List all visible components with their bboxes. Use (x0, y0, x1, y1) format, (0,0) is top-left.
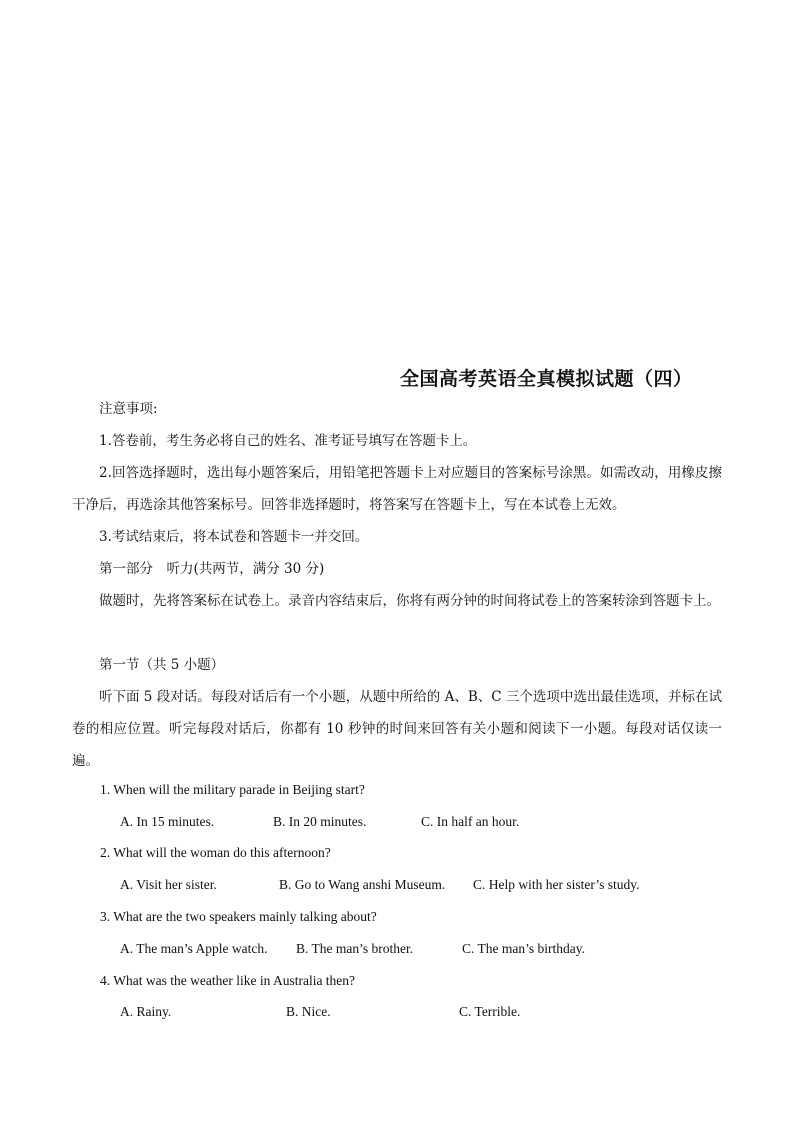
question-3-option-a: A. The man’s Apple watch. (120, 941, 268, 956)
section1-heading: 第一节（共 5 小题） (99, 657, 225, 673)
question-4-text: 4. What was the weather like in Australia then? (100, 973, 356, 988)
question-3-option-b: B. The man’s brother. (296, 941, 414, 956)
question-1-option-a: A. In 15 minutes. (120, 814, 215, 829)
question-2-option-b: B. Go to Wang anshi Museum. (279, 877, 446, 892)
notice-item-3: 3.考试结束后，将本试卷和答题卡一并交回。 (99, 529, 369, 545)
question-2-option-a: A. Visit her sister. (120, 877, 217, 892)
question-3-option-c: C. The man’s birthday. (462, 941, 585, 956)
part1-instruction: 做题时，先将答案标在试卷上。录音内容结束后，你将有两分钟的时间将试卷上的答案转涂到答题卡上。 (99, 593, 720, 609)
section1-instruction: 听下面 5 段对话。每段对话后有一个小题，从题中所给的 A、B、C 三个选项中选出最佳选项，并标在试卷的相应位置。听完每段对话后，你都有 10 秒钟的时间来回答有关小题和阅读下一小题。每段对话仅读一遍。 (72, 689, 722, 769)
question-3-text: 3. What are the two speakers mainly talking about? (100, 909, 377, 924)
notice-item-2: 2.回答选择题时，选出每小题答案后，用铅笔把答题卡上对应题目的答案标号涂黑。如需改动，用橡皮擦干净后，再选涂其他答案标号。回答非选择题时，将答案写在答题卡上，写在本试卷上无效。 (72, 465, 722, 513)
notice-item-1: 1.答卷前，考生务必将自己的姓名、准考证号填写在答题卡上。 (99, 433, 477, 449)
question-4-option-b: B. Nice. (286, 1004, 331, 1019)
question-4-option-c: C. Terrible. (459, 1004, 521, 1019)
question-1-text: 1. When will the military parade in Beijing start? (100, 782, 365, 797)
exam-title: 全国高考英语全真模拟试题（四） (400, 368, 693, 390)
question-2-text: 2. What will the woman do this afternoon? (100, 845, 331, 860)
question-1-option-c: C. In half an hour. (421, 814, 520, 829)
notice-heading: 注意事项: (99, 401, 158, 417)
question-1-option-b: B. In 20 minutes. (273, 814, 367, 829)
part1-heading: 第一部分 听力(共两节，满分 30 分) (99, 561, 325, 577)
question-4-option-a: A. Rainy. (120, 1004, 172, 1019)
question-2-option-c: C. Help with her sister’s study. (473, 877, 640, 892)
